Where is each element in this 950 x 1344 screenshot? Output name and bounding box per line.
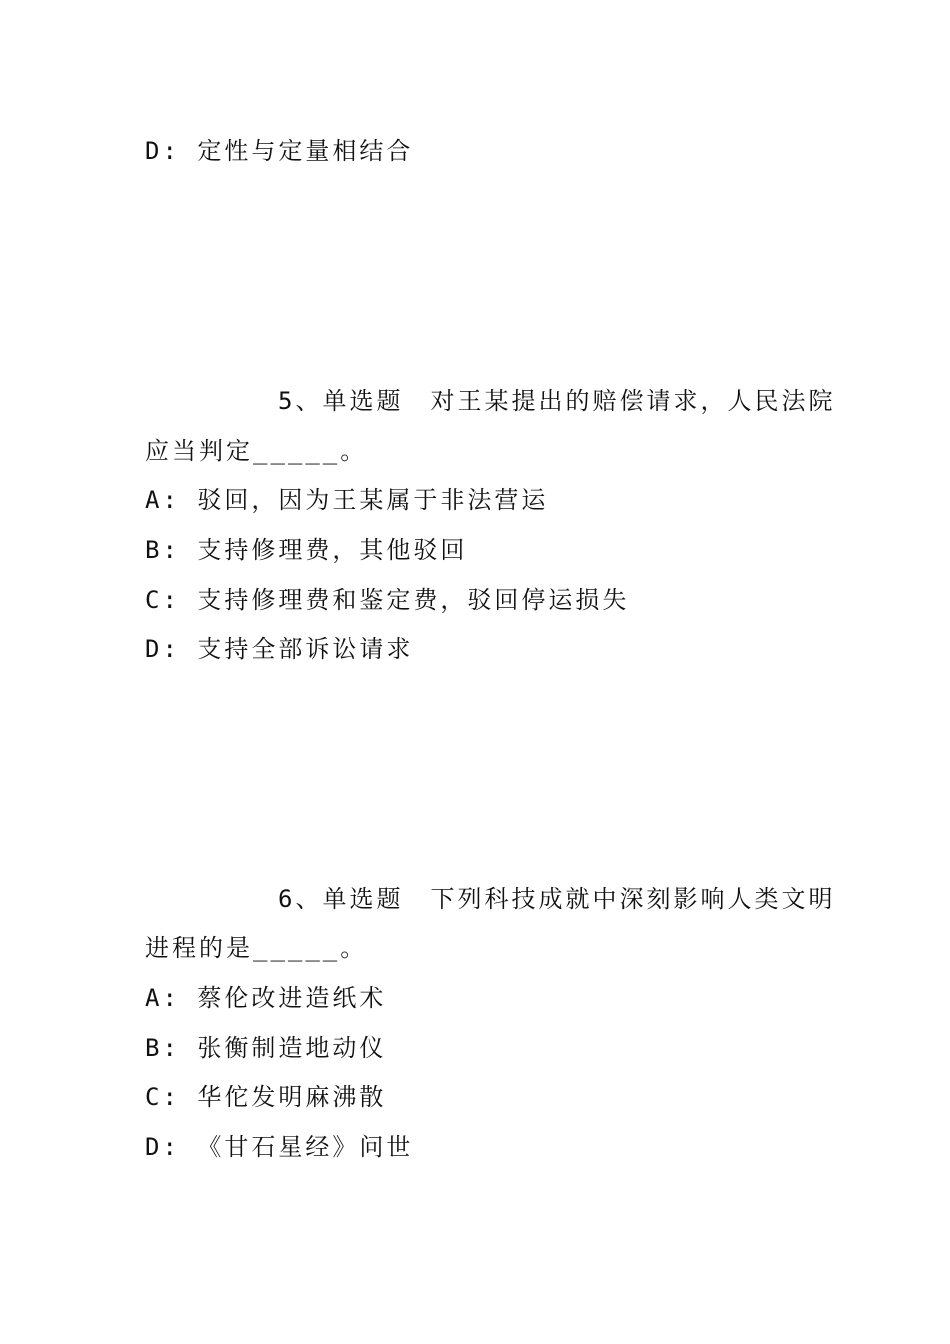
question-6-option-c: C: 华佗发明麻沸散 bbox=[145, 1083, 387, 1111]
question-6-option-b: B: 张衡制造地动仪 bbox=[145, 1034, 387, 1062]
question-5-option-b: B: 支持修理费，其他驳回 bbox=[145, 536, 468, 564]
question-6-continuation: 进程的是_____。 bbox=[145, 934, 368, 962]
question-5-option-c: C: 支持修理费和鉴定费，驳回停运损失 bbox=[145, 586, 630, 614]
question-5-heading: 5、单选题 对王某提出的赔偿请求，人民法院 bbox=[278, 387, 836, 415]
question-5-option-a: A: 驳回，因为王某属于非法营运 bbox=[145, 486, 549, 514]
question-5-continuation: 应当判定_____。 bbox=[145, 437, 368, 465]
question-6-heading: 6、单选题 下列科技成就中深刻影响人类文明 bbox=[278, 885, 836, 913]
question-6-option-d: D: 《甘石星经》问世 bbox=[145, 1133, 414, 1161]
prev-option-d: D: 定性与定量相结合 bbox=[145, 137, 414, 165]
question-6-option-a: A: 蔡伦改进造纸术 bbox=[145, 984, 387, 1012]
question-5-option-d: D: 支持全部诉讼请求 bbox=[145, 635, 414, 663]
